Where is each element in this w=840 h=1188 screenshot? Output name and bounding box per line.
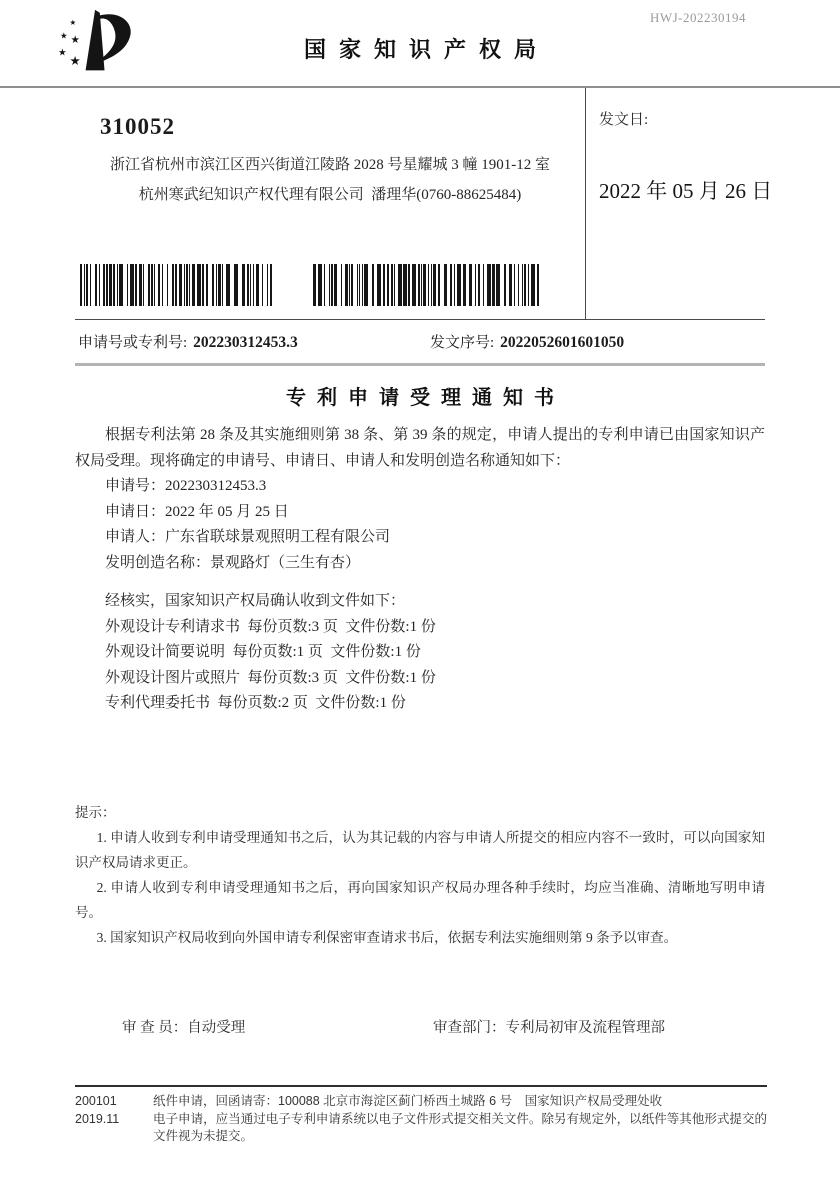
document-item: 外观设计简要说明 每份页数:1 页 文件份数:1 份 xyxy=(105,644,421,660)
field-applicant: 申请人：广东省联球景观照明工程有限公司 xyxy=(105,529,391,545)
tip-item: 2. 申请人收到专利申请受理通知书之后，再向国家知识产权局办理各种手续时，均应当准确、清晰地写明申请号。 xyxy=(75,880,765,920)
recipient-postcode: 310052 xyxy=(100,114,175,139)
document-header xyxy=(0,0,840,88)
barcode-application-number xyxy=(80,264,276,306)
info-section xyxy=(75,88,773,320)
serial-number-label: 发文序号: xyxy=(430,335,495,351)
intro-paragraph: 根据专利法第 28 条及其实施细则第 38 条、第 39 条的规定，申请人提出的专利申请已由国家知识产权局受理。现将确定的申请号、申请日、申请人和发明创造名称通知如下： xyxy=(75,427,765,469)
recipient-agency-contact: 杭州寒武纪知识产权代理有限公司 潘理华(0760-88625484) xyxy=(138,187,522,203)
svg-text:★: ★ xyxy=(69,18,77,28)
tip-item: 3. 国家知识产权局收到向外国申请专利保密审查请求书后，依据专利法实施细则第 9 条予以审查。 xyxy=(96,930,678,945)
department-line: 审查部门：专利局初审及流程管理部 xyxy=(433,1020,665,1036)
examiner-line: 审 查 员：自动受理 xyxy=(122,1020,246,1036)
dispatch-date-label: 发文日: xyxy=(599,112,649,128)
svg-text:★: ★ xyxy=(60,30,68,41)
notice-body xyxy=(75,423,765,717)
serial-number-pair xyxy=(430,331,624,352)
footer-version-code: 2019.11 xyxy=(75,1111,120,1126)
field-invention-name: 发明创造名称：景观路灯（三生有杏） xyxy=(105,554,361,571)
application-number-value: 202230312453.3 xyxy=(193,334,298,351)
document-footer xyxy=(75,1085,767,1146)
serial-number-value: 2022052601601050 xyxy=(500,334,625,351)
notice-title: 专利申请受理通知书 xyxy=(286,387,565,409)
svg-text:★: ★ xyxy=(69,53,81,68)
recipient-address: 浙江省杭州市滨江区西兴街道江陵路 2028 号星耀城 3 幢 1901-12 室 xyxy=(110,157,550,173)
dispatch-date-box xyxy=(585,88,773,319)
footer-note-paper: 纸件申请，回函请寄：100088 北京市海淀区蓟门桥西土城路 6 号 国家知识产权局受理处收 xyxy=(153,1094,663,1108)
dispatch-date-value: 2022 年 05 月 26 日 xyxy=(599,179,773,203)
document-item: 外观设计图片或照片 每份页数:3 页 文件份数:1 份 xyxy=(105,669,436,686)
confirmation-line: 经核实，国家知识产权局确认收到文件如下： xyxy=(105,593,406,609)
document-item: 外观设计专利请求书 每份页数:3 页 文件份数:1 份 xyxy=(105,618,436,635)
tip-item: 1. 申请人收到专利申请受理通知书之后，认为其记载的内容与申请人所提交的相应内容不一致时，可以向国家知识产权局请求更正。 xyxy=(75,830,765,870)
field-application-date: 申请日：2022 年 05 月 25 日 xyxy=(105,503,289,520)
footer-form-code: 200101 xyxy=(75,1094,117,1108)
tips-label: 提示： xyxy=(75,805,116,820)
application-number-label: 申请号或专利号: xyxy=(78,335,188,351)
footer-row xyxy=(75,1093,767,1111)
document-item: 专利代理委托书 每份页数:2 页 文件份数:1 份 xyxy=(105,695,406,711)
recipient-block xyxy=(75,88,585,319)
barcode-group xyxy=(80,264,542,306)
footer-note-electronic: 电子申请，应当通过电子专利申请系统以电子文件形式提交相关文件。除另有规定外，以纸件等其他形式提交的文件视为未提交。 xyxy=(153,1111,767,1143)
svg-text:★: ★ xyxy=(70,35,80,46)
numbers-row xyxy=(75,320,765,366)
svg-text:★: ★ xyxy=(58,48,67,59)
reference-code: HWJ-202230194 xyxy=(649,10,746,25)
field-application-no: 申请号：202230312453.3 xyxy=(105,478,267,494)
application-number-pair xyxy=(78,331,298,352)
tips-section xyxy=(75,800,765,950)
footer-row xyxy=(75,1111,767,1146)
org-title: 国家知识产权局 xyxy=(303,37,549,62)
cnipa-logo xyxy=(56,8,136,78)
barcode-serial-number xyxy=(313,264,542,306)
